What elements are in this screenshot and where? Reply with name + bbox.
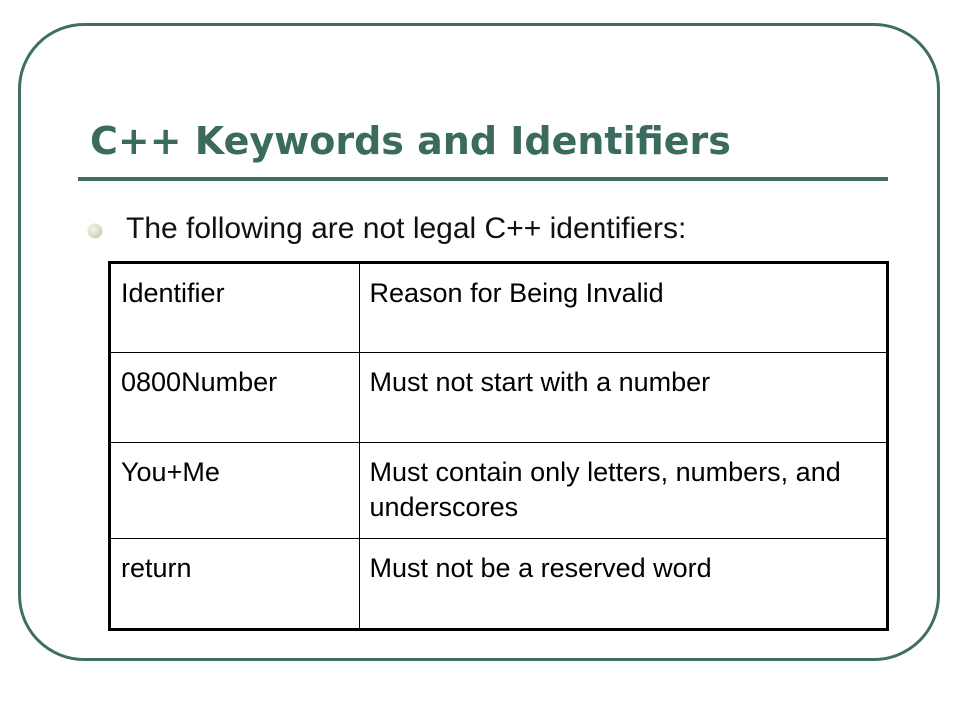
reason-cell: Must not be a reserved word	[359, 539, 888, 630]
title-underline	[78, 177, 888, 181]
identifier-cell: 0800Number	[110, 353, 360, 443]
identifier-cell: You+Me	[110, 443, 360, 539]
identifier-table	[108, 261, 889, 631]
identifier-cell: return	[110, 539, 360, 630]
table-header-row	[110, 263, 888, 353]
bullet-text: The following are not legal C++ identifiers:	[126, 212, 687, 245]
table-row	[110, 539, 888, 630]
bullet-item	[88, 207, 686, 251]
table-row	[110, 353, 888, 443]
reason-cell: Must not start with a number	[359, 353, 888, 443]
reason-cell: Must contain only letters, numbers, and underscores	[359, 443, 888, 539]
table-row	[110, 443, 888, 539]
header-identifier: Identifier	[110, 263, 360, 353]
bullet-dot-icon	[88, 224, 102, 238]
header-reason: Reason for Being Invalid	[359, 263, 888, 353]
slide-title: C++ Keywords and Identifiers	[90, 119, 731, 163]
